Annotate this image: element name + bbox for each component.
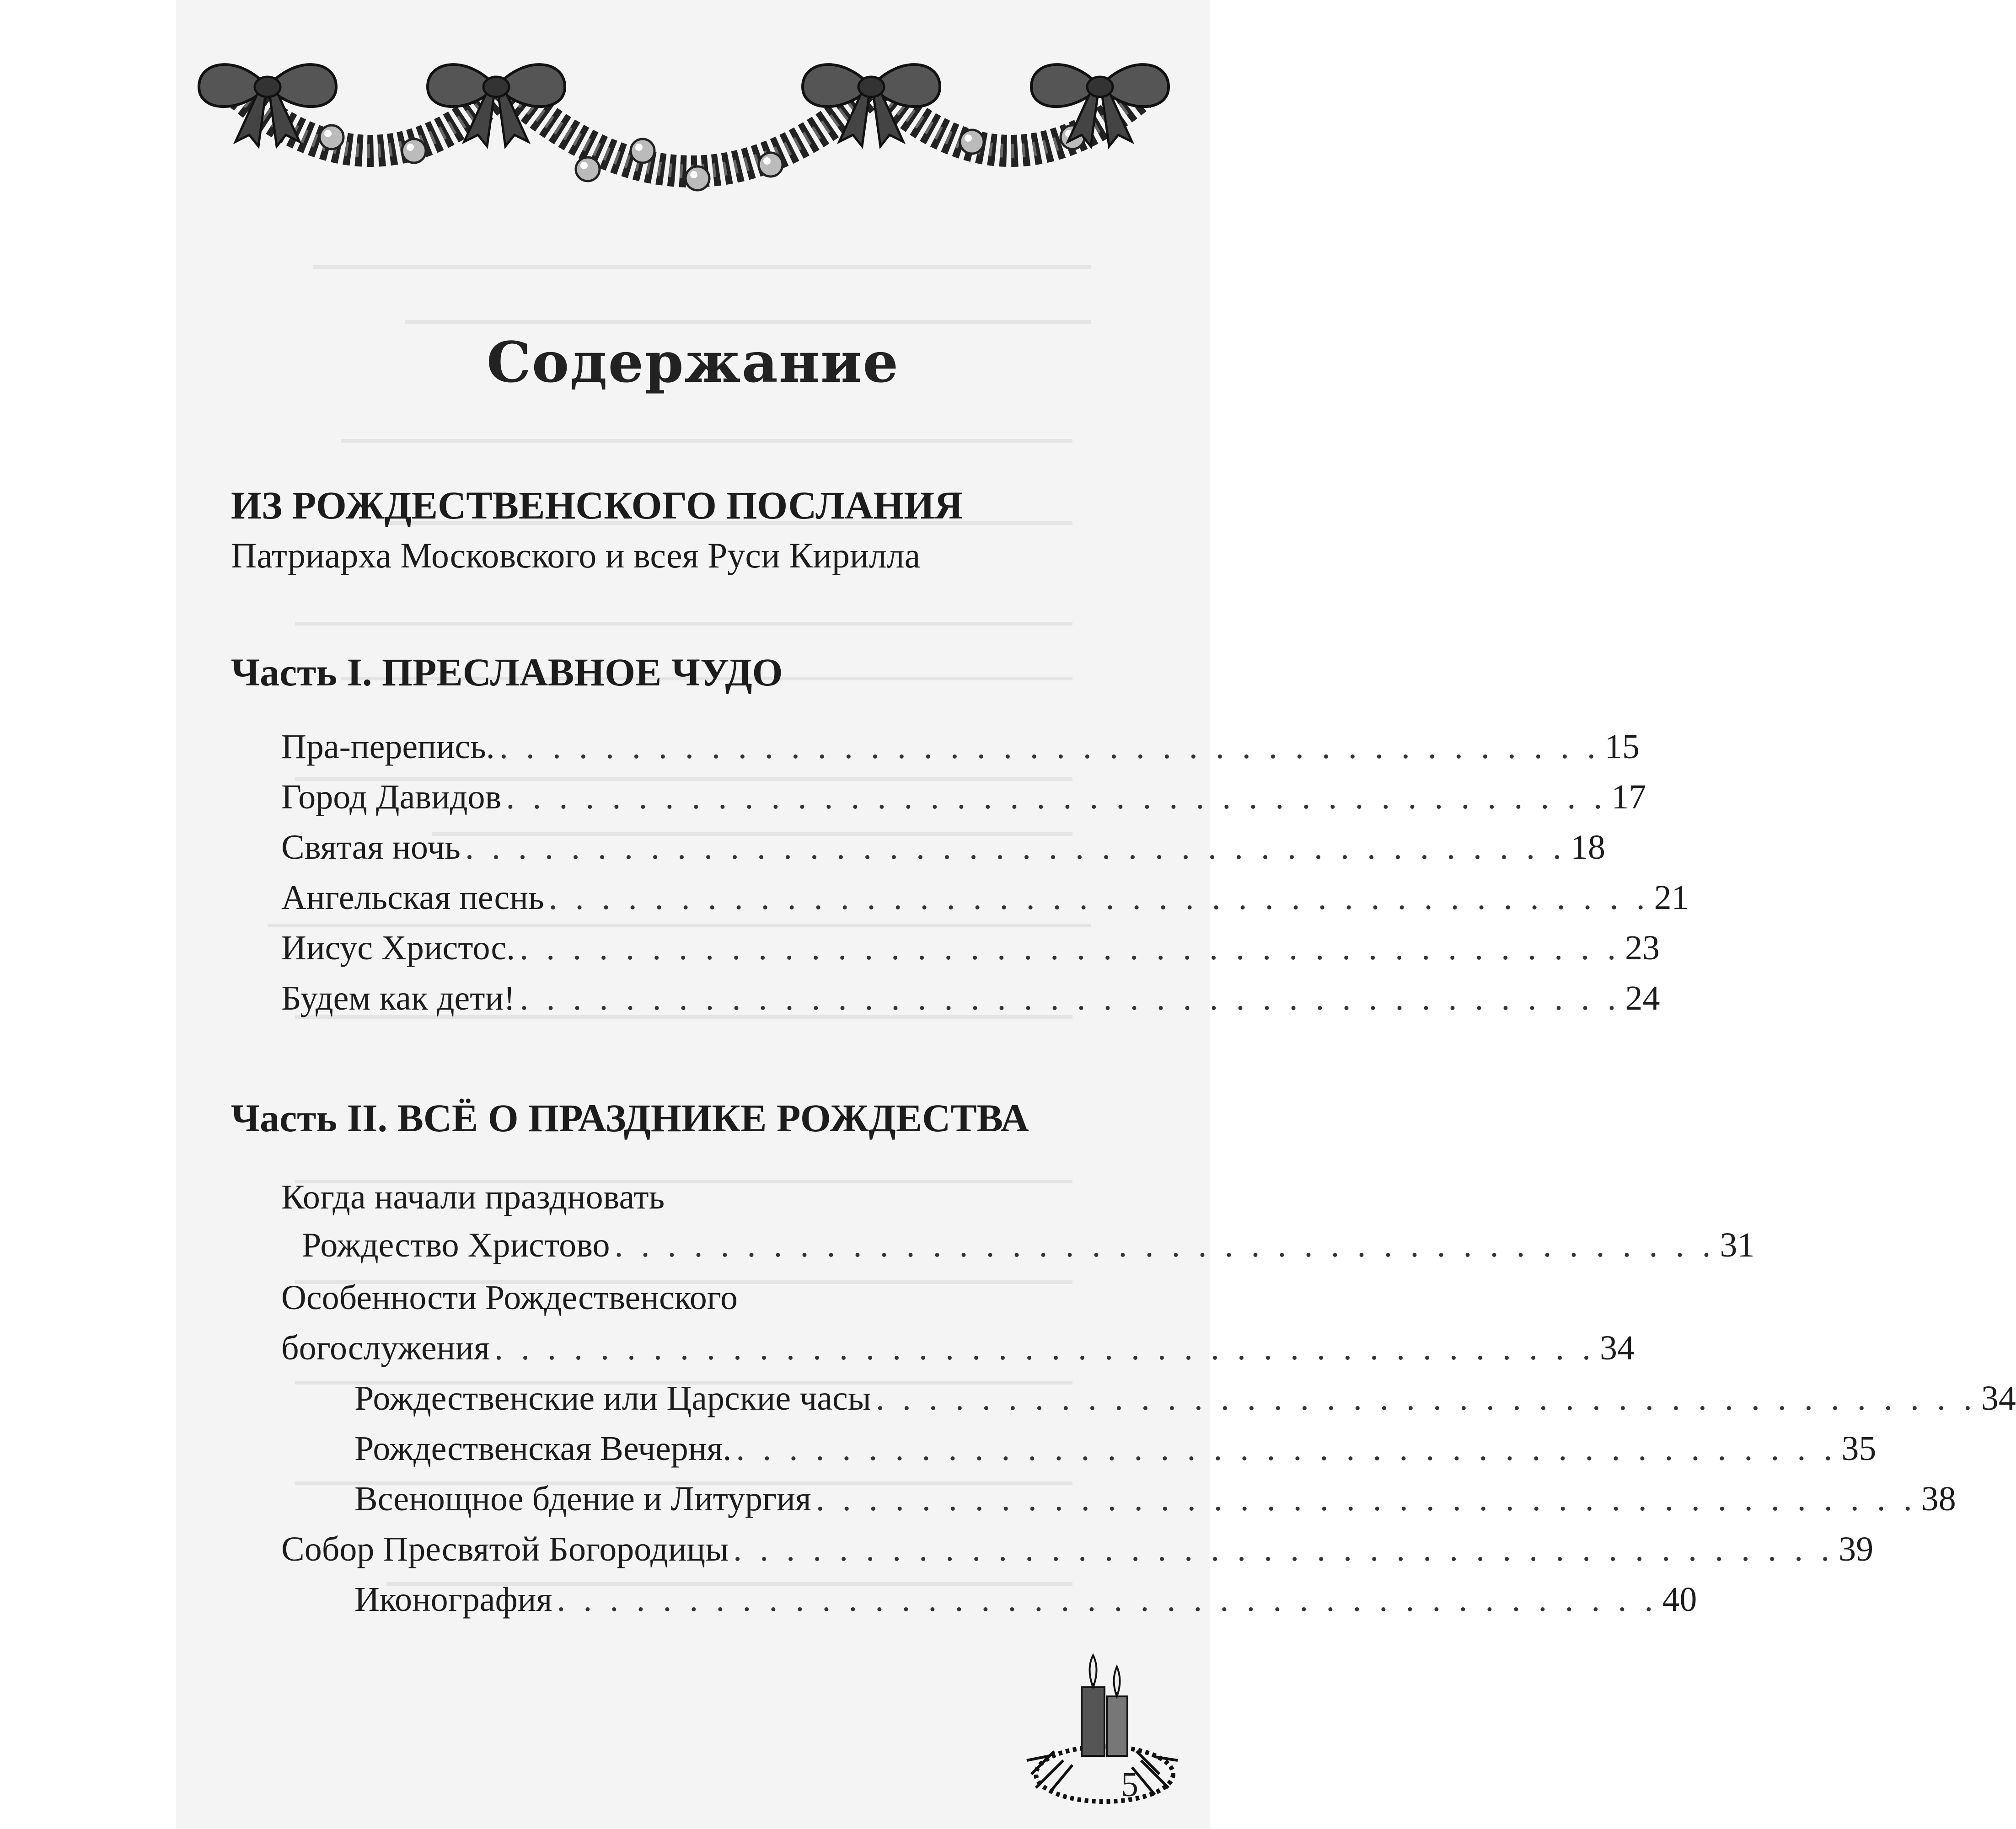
leader-dots: . . . . . . . . . . . . . . . . . . . . . . . . . . . . . . . . . . . . . . . . . . [733, 1530, 1834, 1568]
page-title: Содержание [486, 329, 900, 395]
book-page [176, 0, 2016, 1829]
toc-entry[interactable] [281, 1530, 1874, 1573]
toc-entry-page: 17 [1611, 778, 1646, 816]
leader-dots: . . . . . . . . . . . . . . . . . . . . . . . . . . . . . . . . . . . . . . . . . . [494, 1329, 1596, 1367]
intro-subtitle: Патриарха Московского и всея Руси Кирилла [231, 535, 921, 575]
toc-entry-title: Рождественские или Царские часы [354, 1379, 871, 1417]
leader-dots: . . . . . . . . . . . . . . . . . . . . . . . . . . . . . . . . . . . . . . . . . . [614, 1226, 1716, 1264]
toc-entry-page: 24 [1625, 979, 1660, 1017]
toc-entry-page: 23 [1625, 929, 1660, 967]
toc-entry-title: Святая ночь [281, 828, 461, 866]
leader-dots: . . . . . . . . . . . . . . . . . . . . . . . . . . . . . . . . . . . . . . . . . . [465, 828, 1566, 866]
toc-entry[interactable] [281, 979, 1660, 1022]
toc-entry-page: 35 [1841, 1429, 1877, 1468]
toc-entry[interactable] [281, 777, 1646, 821]
leader-dots: . . . . . . . . . . . . . . . . . . . . . . . . . . . . . . . . . . . . . . . . . . [736, 1429, 1837, 1468]
leader-dots: . . . . . . . . . . . . . . . . . . . . . . . . . . . . . . . . . . . . . . . . . . [520, 929, 1621, 967]
toc-entry-page: 21 [1654, 878, 1689, 917]
toc-entry-title: Всенощное бдение и Литургия [354, 1480, 811, 1518]
toc-entry[interactable] [281, 828, 1605, 872]
toc-entry-page: 34 [1600, 1329, 1635, 1367]
toc-entry-page: 31 [1720, 1226, 1755, 1264]
toc-entry[interactable] [302, 1225, 1755, 1269]
toc-entry[interactable] [354, 1429, 1877, 1473]
leader-dots: . . . . . . . . . . . . . . . . . . . . . . . . . . . . . . . . . . . . . . . . . . [506, 778, 1607, 816]
toc-entry[interactable] [281, 1328, 1635, 1372]
toc-entry-title: Иконография [354, 1580, 552, 1619]
intro-heading: ИЗ РОЖДЕСТВЕНСКОГО ПОСЛАНИЯ [231, 483, 963, 527]
toc-entry-line1: Когда начали праздновать [281, 1178, 665, 1216]
toc-entry[interactable] [281, 928, 1660, 972]
part2-heading: Часть II. ВСЁ О ПРАЗДНИКЕ РОЖДЕСТВА [231, 1096, 1029, 1140]
toc-entry-title: Город Давидов [281, 778, 502, 816]
toc-entry-page: 34 [1981, 1379, 2016, 1417]
toc-entry[interactable] [281, 878, 1689, 922]
toc-entry-title: Иисус Христос. [281, 929, 515, 967]
leader-dots: . . . . . . . . . . . . . . . . . . . . . . . . . . . . . . . . . . . . . . . . . . [499, 727, 1600, 766]
toc-entry-page: 40 [1662, 1580, 1697, 1619]
leader-dots: . . . . . . . . . . . . . . . . . . . . . . . . . . . . . . . . . . . . . . . . . . [875, 1379, 1977, 1417]
part1-heading: Часть I. ПРЕСЛАВНОЕ ЧУДО [231, 650, 783, 694]
page-number: 5 [1121, 1765, 1138, 1804]
toc-entry-line1: Особенности Рождественского [281, 1278, 738, 1317]
toc-entry[interactable] [354, 1580, 1697, 1624]
toc-entry-page: 18 [1570, 828, 1605, 866]
toc-entry-page: 15 [1604, 727, 1640, 766]
christmas-garland-icon [176, 0, 1210, 238]
toc-entry[interactable] [354, 1479, 1956, 1523]
toc-entry[interactable] [354, 1379, 2016, 1423]
toc-entry-title: богослужения [281, 1329, 490, 1367]
toc-entry-title: Рождество Христово [302, 1226, 610, 1264]
toc-entry-title: Собор Пресвятой Богородицы [281, 1530, 729, 1568]
toc-entry-title: Ангельская песнь [281, 878, 544, 917]
toc-entry-title: Рождественская Вечерня. [354, 1429, 732, 1468]
leader-dots: . . . . . . . . . . . . . . . . . . . . . . . . . . . . . . . . . . . . . . . . . . [557, 1580, 1658, 1619]
toc-entry[interactable] [281, 727, 1640, 771]
candles-icon [1022, 1637, 1187, 1811]
toc-entry-title: Будем как дети! [281, 979, 515, 1017]
leader-dots: . . . . . . . . . . . . . . . . . . . . . . . . . . . . . . . . . . . . . . . . . . [815, 1480, 1917, 1518]
toc-entry-title: Пра-перепись. [281, 727, 495, 766]
leader-dots: . . . . . . . . . . . . . . . . . . . . . . . . . . . . . . . . . . . . . . . . . . [548, 878, 1650, 917]
toc-entry-page: 38 [1921, 1480, 1956, 1518]
toc-entry-page: 39 [1839, 1530, 1874, 1568]
leader-dots: . . . . . . . . . . . . . . . . . . . . . . . . . . . . . . . . . . . . . . . . . . [520, 979, 1621, 1017]
